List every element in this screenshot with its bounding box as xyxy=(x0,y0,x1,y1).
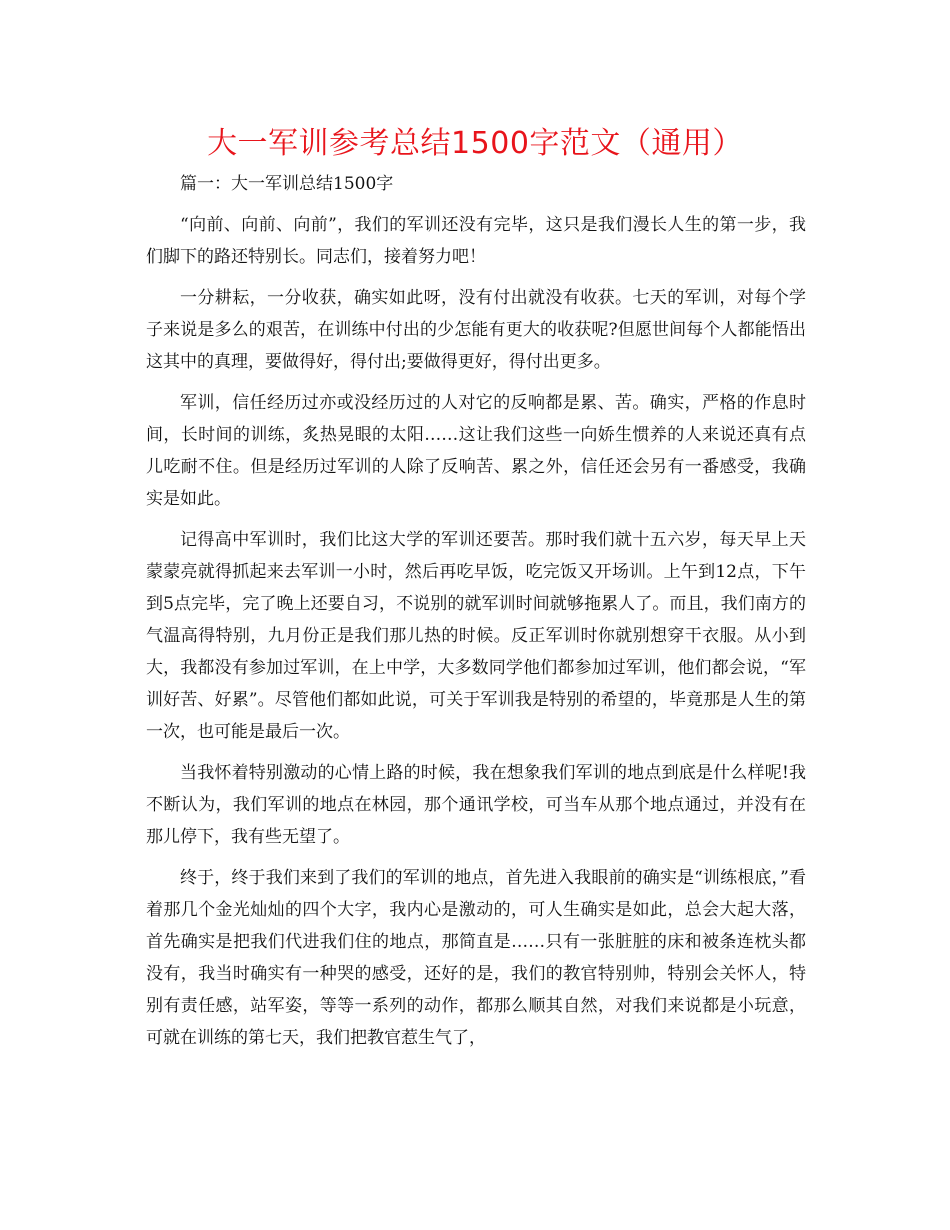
paragraph-3: 军训，信任经历过亦或没经历过的人对它的反响都是累、苦。确实，严格的作息时间，长时间的训练，炙热晃眼的太阳……这让我们这些一向娇生惯养的人来说还真有点儿吃耐不住。但是经历过军训的人除了反响苦、累之外，信任还会另有一番感受，我确实是如此。 xyxy=(146,393,806,509)
paragraph-6: 终于，终于我们来到了我们的军训的地点，首先进入我眼前的确实是“训练根底，”看着那几个金光灿灿的四个大字，我内心是激动的，可人生确实是如此，总会大起大落，首先确实是把我们代进我们住的地点，那简直是……只有一张脏脏的床和被条连枕头都没有，我当时确实有一种哭的感受，还好的是，我们的教官特别帅，特别会关怀人，特别有责任感，站军姿，等等一系列的动作，都那么顺其自然，对我们来说都是小玩意，可就在训练的第七天，我们把教官惹生气了， xyxy=(146,868,806,1048)
section-heading: 篇一：大一军训总结1500字 xyxy=(180,174,394,194)
paragraph-5: 当我怀着特别激动的心情上路的时候，我在想象我们军训的地点到底是什么样呢!我不断认为，我们军训的地点在林园，那个通讯学校，可当车从那个地点通过，并没有在那儿停下，我有些无望了。 xyxy=(146,763,806,847)
document-body xyxy=(146,168,806,1054)
paragraph-1: “向前、向前、向前”，我们的军训还没有完毕，这只是我们漫长人生的第一步，我们脚下的路还特别长。同志们，接着努力吧！ xyxy=(146,215,806,267)
paragraph-2: 一分耕耘，一分收获，确实如此呀，没有付出就没有收获。七天的军训，对每个学子来说是多么的艰苦，在训练中付出的少怎能有更大的收获呢?但愿世间每个人都能悟出这其中的真理，要做得好，得付出;要做得更好，得付出更多。 xyxy=(146,288,806,372)
document-title: 大一军训参考总结1500字范文（通用） xyxy=(207,126,743,161)
paragraph-4: 记得高中军训时，我们比这大学的军训还要苦。那时我们就十五六岁，每天早上天蒙蒙亮就得抓起来去军训一小时，然后再吃早饭，吃完饭又开场训。上午到12点，下午到5点完毕，完了晚上还要自习，不说别的就军训时间就够拖累人了。而且，我们南方的气温高得特别，九月份正是我们那儿热的时候。反正军训时你就别想穿干衣服。从小到大，我都没有参加过军训，在上中学，大多数同学他们都参加过军训，他们都会说，“军训好苦、好累”。尽管他们都如此说，可关于军训我是特别的希望的，毕竟那是人生的第一次，也可能是最后一次。 xyxy=(146,530,806,742)
